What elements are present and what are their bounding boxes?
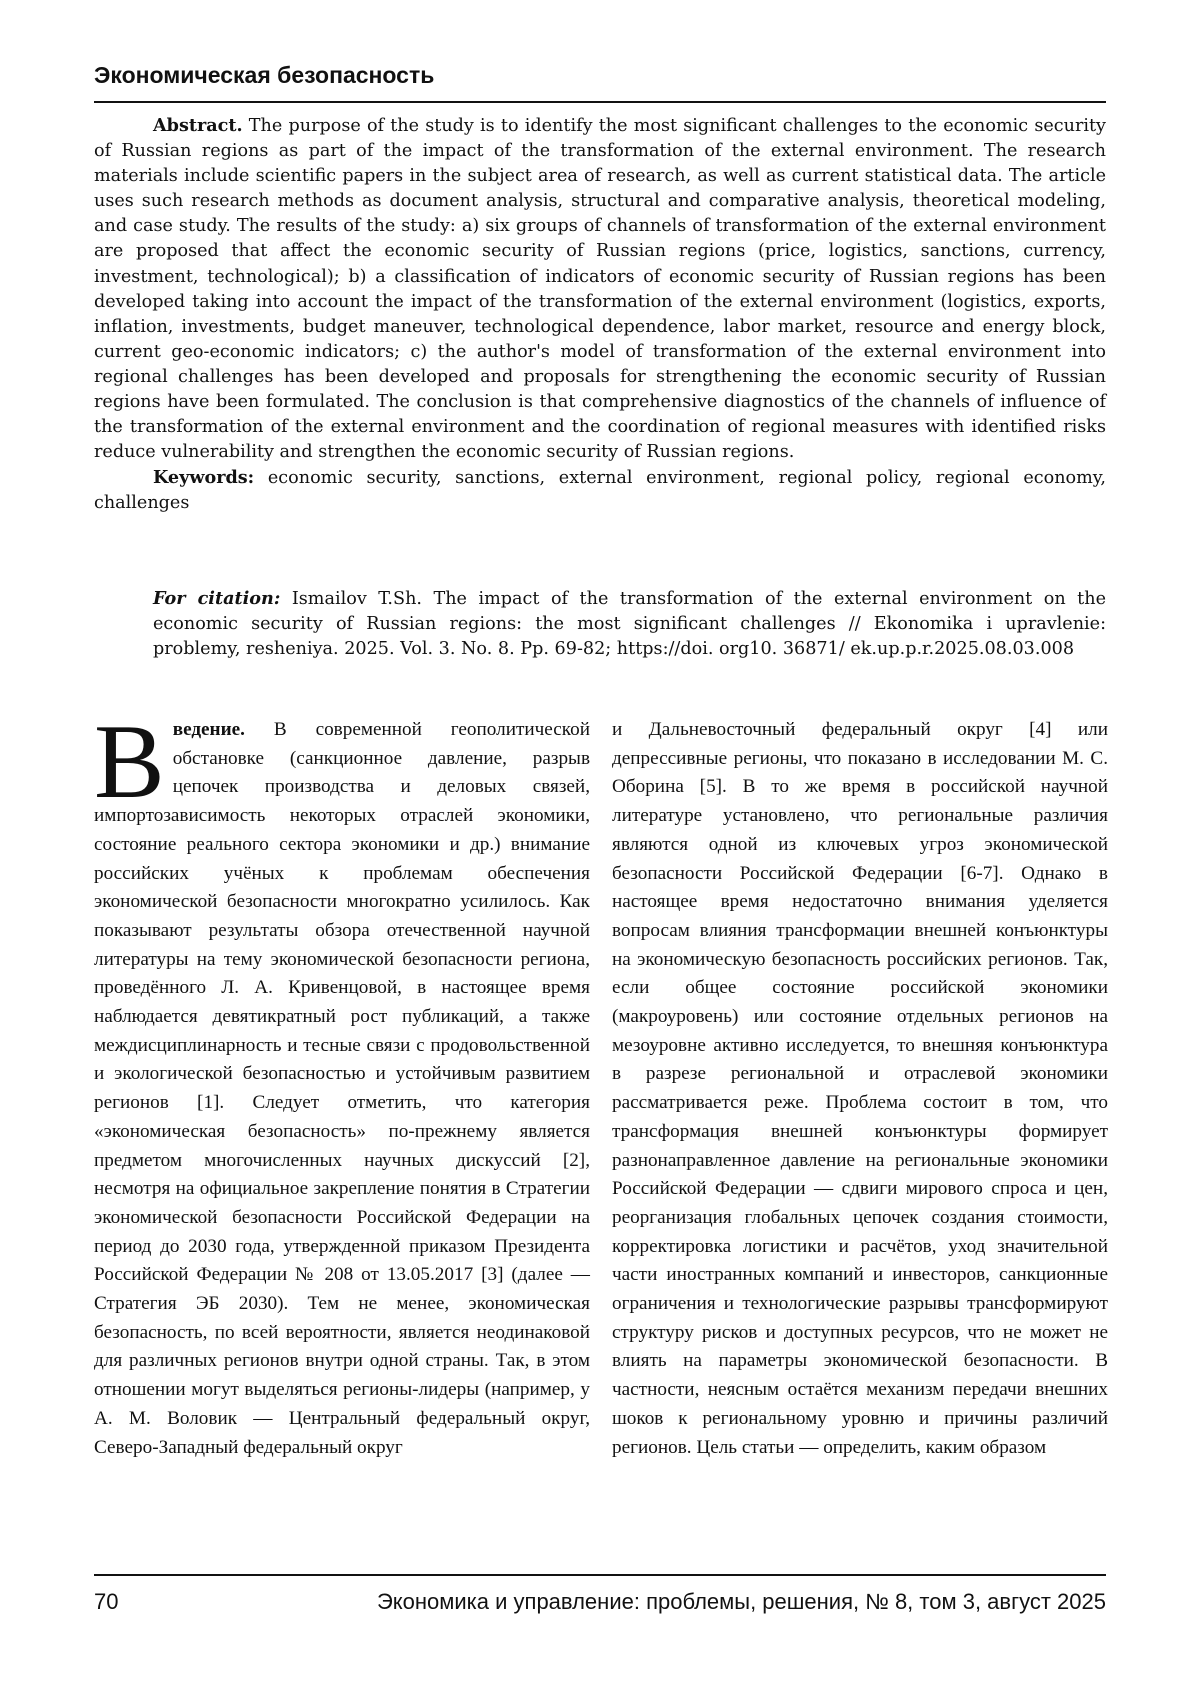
abstract-label: Abstract. [153,115,243,136]
keywords-paragraph [94,465,1106,516]
drop-cap: В [94,703,165,820]
intro-paragraph [94,703,590,1462]
abstract-block [94,113,1106,517]
body-column-left [94,703,590,1462]
abstract-text: The purpose of the study is to identify the most significant challenges to the economic security of Russian regions as part of the impact of the transformation of the external environment. The research materials include scientific papers in the subject area of research, as well as current statistical data. The article uses such research methods as document analysis, structural and comparative analysis, theoretical modeling, and case study. The results of the study: a) six groups of channels of transformation of the external environment are proposed that affect the economic security of Russian regions (price, logistics, sanctions, currency, investment, technological); b) a classification of indicators of economic security of Russian regions has been developed taking into account the impact of the transformation of the external environment (logistics, exports, inflation, investments, budget maneuver, technological dependence, labor market, resource and energy block, current geo-economic indicators; c) the author's model of transformation of the external environment into regional challenges has been developed and proposals for strengthening the economic security of Russian regions have been formulated. The conclusion is that comprehensive diagnostics of the channels of influence of the transformation of the external environment and the coordination of regional measures with identified risks reduce vulnerability and strengthen the economic security of Russian regions. [94,116,1106,463]
citation-block [153,586,1106,662]
journal-title: Экономика и управление: проблемы, решения, № 8, том 3, август 2025 [376,1589,1106,1614]
intro-text-left: В современной геополитической обстановке (санкционное давление, разрыв цепочек производства и деловых связей, импортозависимость некоторых отраслей экономики, состояние реального сектора экономики и др.) внимание российских учёных к проблемам обеспечения экономической безопасности многократно усилилось. Как показывают результаты обзора отечественной научной литературы на тему экономической безопасности региона, проведённого Л. А. Кривенцовой, в настоящее время наблюдается девятикратный рост публикаций, а также междисциплинарность и тесные связи с продовольственной и экологической безопасностью и устойчивым развитием регионов [1]. Следует отметить, что категория «экономическая безопасность» по-прежнему является предметом многочисленных научных дискуссий [2], несмотря на официальное закрепление понятия в Стратегии экономической безопасности Российской Федерации на период до 2030 года, утвержденной приказом Президента Российской Федерации № 208 от 13.05.2017 [3] (далее — Стратегия ЭБ 2030). Тем не менее, экономическая безопасность, по всей вероятности, является неодинаковой для различных регионов внутри одной страны. Так, в этом отношении могут выделяться регионы-лидеры (например, у А. М. Воловик — Центральный федеральный округ, Северо-Западный федеральный округ [94,719,590,1458]
footer-rule [94,1574,1106,1576]
body-column-right [612,716,1108,1462]
citation-paragraph [153,586,1106,662]
citation-label: For citation: [153,588,281,609]
abstract-paragraph [94,113,1106,465]
citation-text: Ismailov T.Sh. The impact of the transformation of the external environment on the economic security of Russian regions: the most significant challenges // Ekonomika i upravlenie: problemy, resheniya. 2025. Vol. 3. No. 8. Pp. 69-82; https://doi. org10. 36871/ ek.up.p.r.2025.08.03.008 [153,589,1106,660]
page-number: 70 [94,1589,119,1614]
header-rule [94,101,1106,103]
intro-text-right: и Дальневосточный федеральный округ [4] или депрессивные регионы, что показано в исследовании М. С. Оборина [5]. В то же время в российской научной литературе установлено, что региональные различия являются одной из ключевых угроз экономической безопасности Российской Федерации [6-7]. Однако в настоящее время недостаточно внимания уделяется вопросам влияния трансформации внешней конъюнктуры на экономическую безопасность российских регионов. Так, если общее состояние российской экономики (макроуровень) или состояние отдельных регионов на мезоуровне активно исследуется, то внешняя конъюнктура в разрезе региональной и отраслевой экономики рассматривается реже. Проблема состоит в том, что трансформация внешней конъюнктуры формирует разнонаправленное давление на региональные экономики Российской Федерации — сдвиги мирового спроса и цен, реорганизация глобальных цепочек создания стоимости, корректировка логистики и расчётов, уход значительной части иностранных компаний и инвесторов, санкционные ограничения и технологические разрывы трансформируют структуру рисков и доступных ресурсов, что не может не влиять на параметры экономической безопасности. В частности, неясным остаётся механизм передачи внешних шоков к региональному уровню и причины различий регионов. Цель статьи — определить, каким образом [612,719,1108,1458]
intro-lead: ведение. [172,719,245,740]
section-title: Экономическая безопасность [94,62,435,88]
keywords-text: economic security, sanctions, external environment, regional policy, regional economy, challenges [94,468,1106,514]
keywords-label: Keywords: [153,467,255,489]
